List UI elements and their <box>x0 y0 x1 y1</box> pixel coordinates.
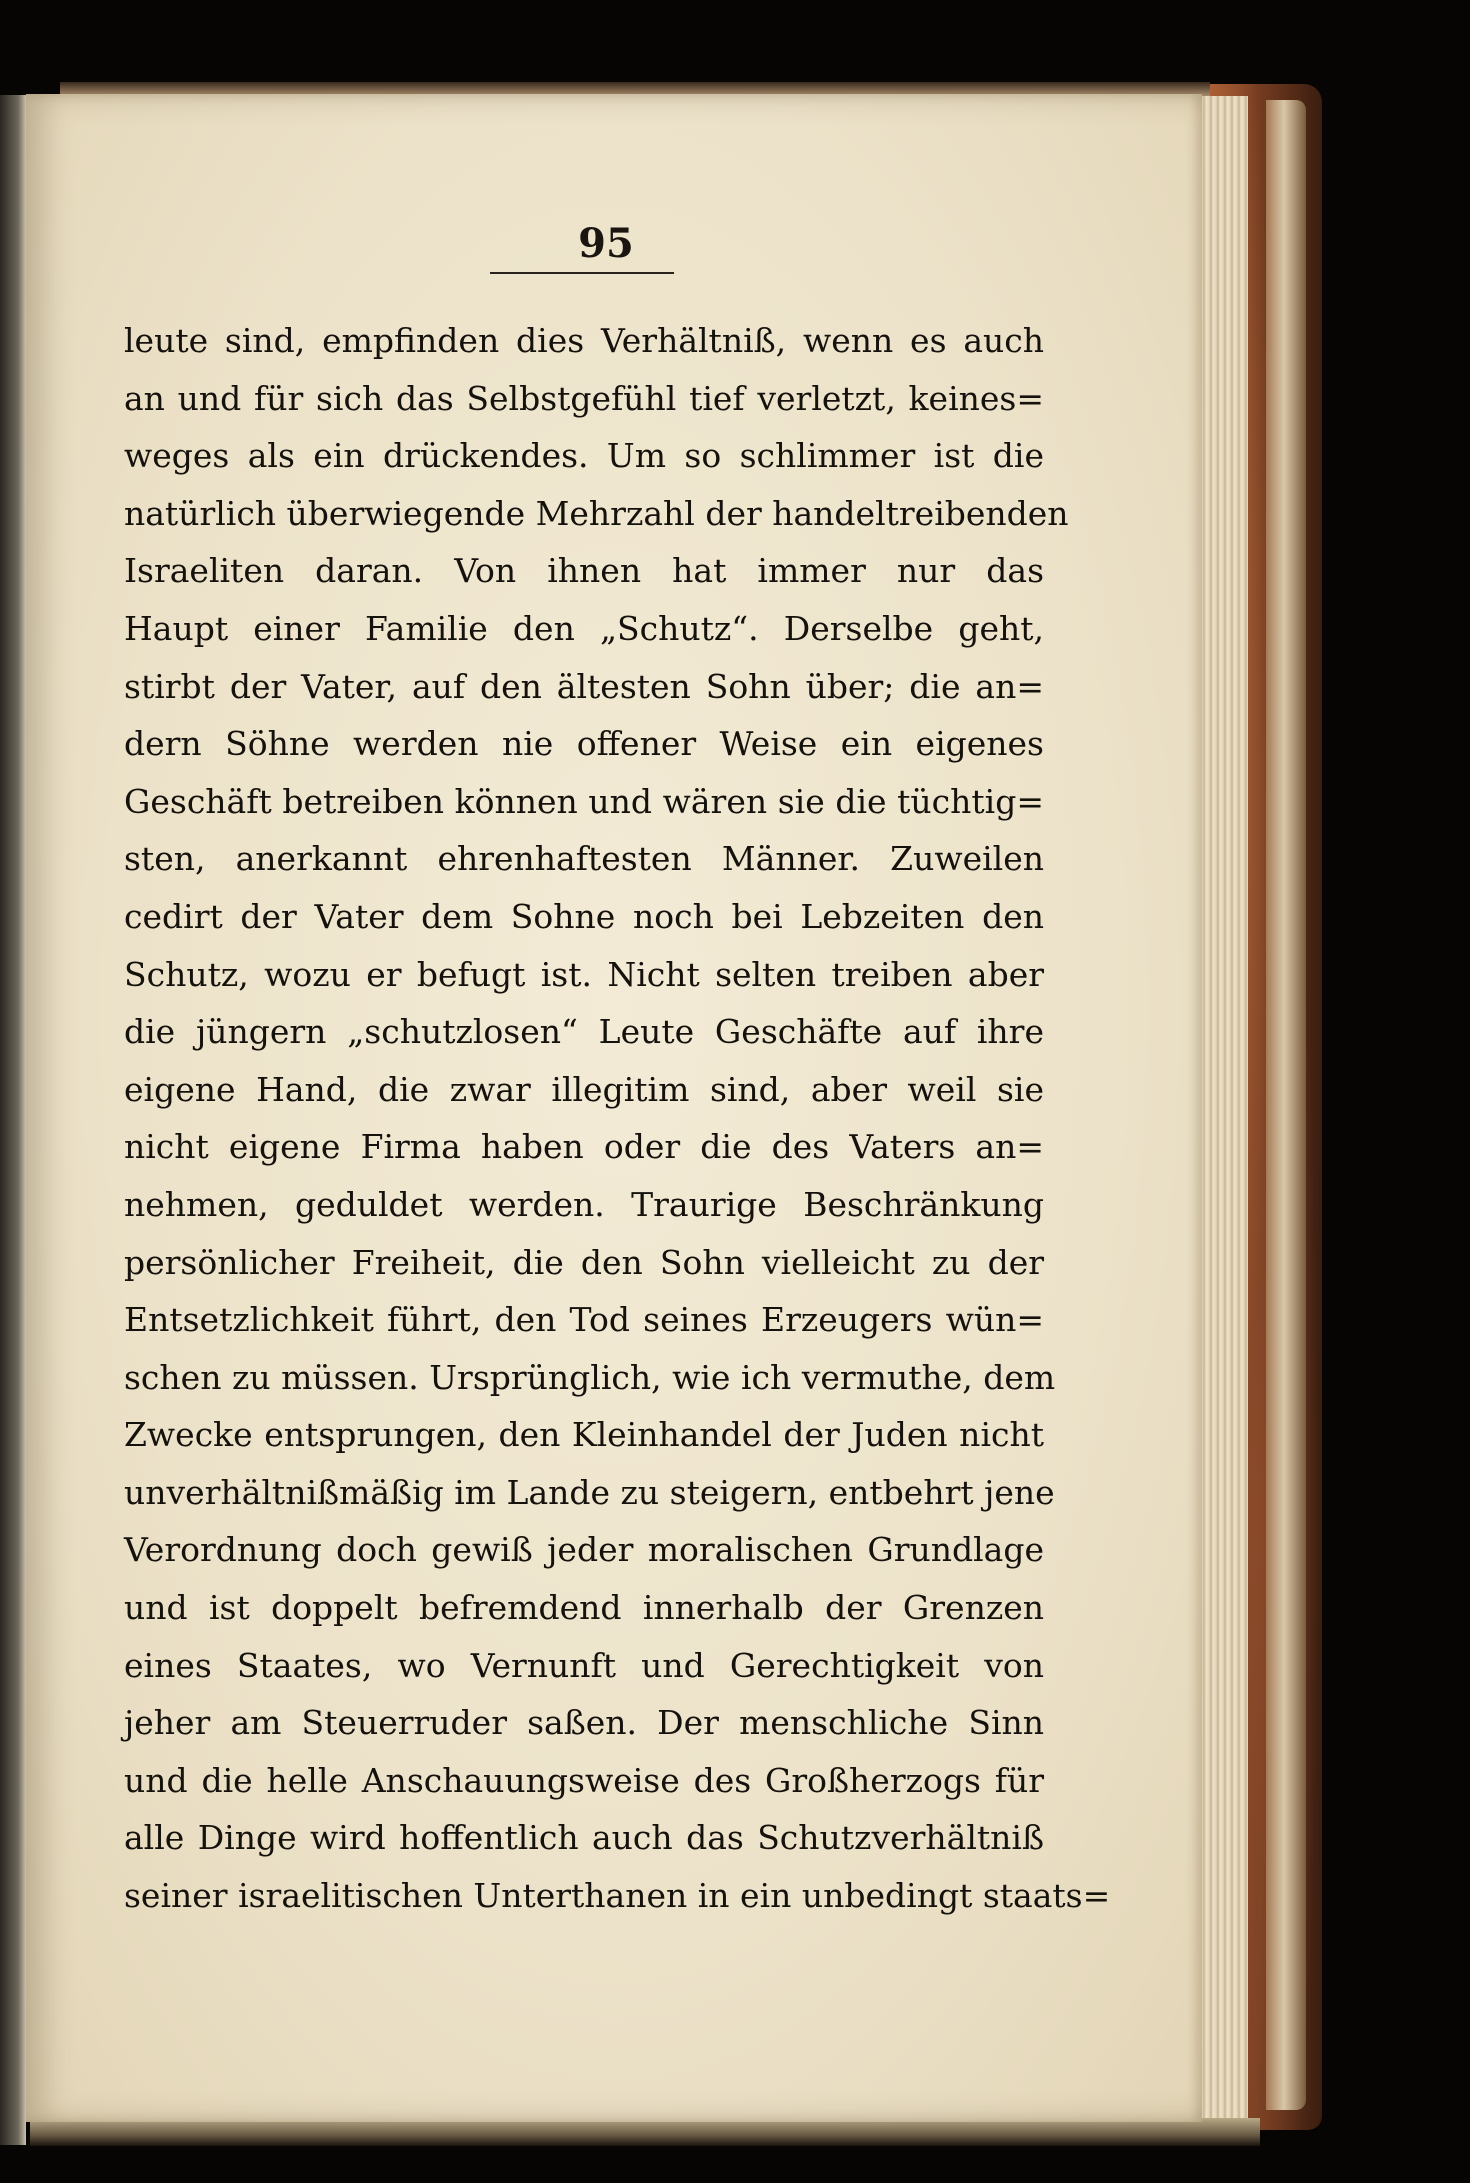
text-line: alle Dinge wird hoffentlich auch das Schutzverhältniß <box>124 1818 1044 1858</box>
text-line: jeher am Steuerruder saßen. Der menschliche Sinn <box>124 1703 1044 1743</box>
text-line: Schutz, wozu er befugt ist. Nicht selten treiben aber <box>124 954 1044 994</box>
text-line: persönlicher Freiheit, die den Sohn vielleicht zu der <box>124 1242 1044 1282</box>
text-line: die jüngern „schutzlosen“ Leute Geschäfte auf ihre <box>124 1012 1044 1052</box>
book-page <box>26 94 1202 2122</box>
text-line: natürlich überwiegende Mehrzahl der handeltreibenden <box>124 493 1069 533</box>
cover-edge <box>1266 100 1306 2110</box>
text-line: nicht eigene Firma haben oder die des Vaters an= <box>124 1127 1044 1167</box>
text-line: leute sind, empfinden dies Verhältniß, wenn es auch <box>124 321 1044 360</box>
text-line: eigene Hand, die zwar illegitim sind, aber weil sie <box>124 1069 1044 1109</box>
text-line: an und für sich das Selbstgefühl tief verletzt, keines= <box>124 378 1044 418</box>
text-line: schen zu müssen. Ursprünglich, wie ich vermuthe, dem <box>124 1357 1056 1397</box>
text-line: Israeliten daran. Von ihnen hat immer nur das <box>124 551 1044 591</box>
text-line: weges als ein drückendes. Um so schlimmer ist die <box>124 436 1044 476</box>
text-line: Verordnung doch gewiß jeder moralischen Grundlage <box>124 1530 1044 1570</box>
text-line: dern Söhne werden nie offener Weise ein eigenes <box>124 724 1044 764</box>
text-line: nehmen, geduldet werden. Traurige Beschränkung <box>124 1184 1044 1224</box>
text-line: Geschäft betreiben können und wären sie die tüchtig= <box>124 781 1044 821</box>
page-number: 95 <box>578 220 634 267</box>
text-line: sten, anerkannt ehrenhaftesten Männer. Zuweilen <box>124 839 1044 879</box>
text-line: und ist doppelt befremdend innerhalb der Grenzen <box>124 1588 1044 1628</box>
text-line: Entsetzlichkeit führt, den Tod seines Erzeugers wün= <box>124 1300 1044 1340</box>
text-line: unverhältnißmäßig im Lande zu steigern, entbehrt jene <box>124 1472 1055 1512</box>
text-line: eines Staates, wo Vernunft und Gerechtigkeit von <box>124 1645 1044 1685</box>
text-line: seiner israelitischen Unterthanen in ein unbedingt staats= <box>124 1876 1111 1916</box>
facing-page-edge <box>0 95 26 2145</box>
body-text <box>124 312 1111 1925</box>
text-line: Haupt einer Familie den „Schutz“. Derselbe geht, <box>124 608 1044 648</box>
text-line: und die helle Anschauungsweise des Großherzogs für <box>124 1760 1044 1800</box>
page-bottom-edge <box>30 2118 1260 2146</box>
text-line: Zwecke entsprungen, den Kleinhandel der Juden nicht <box>124 1415 1044 1455</box>
text-line: cedirt der Vater dem Sohne noch bei Lebzeiten den <box>124 896 1044 936</box>
text-line: stirbt der Vater, auf den ältesten Sohn über; die an= <box>124 666 1044 706</box>
header-rule <box>490 272 674 274</box>
